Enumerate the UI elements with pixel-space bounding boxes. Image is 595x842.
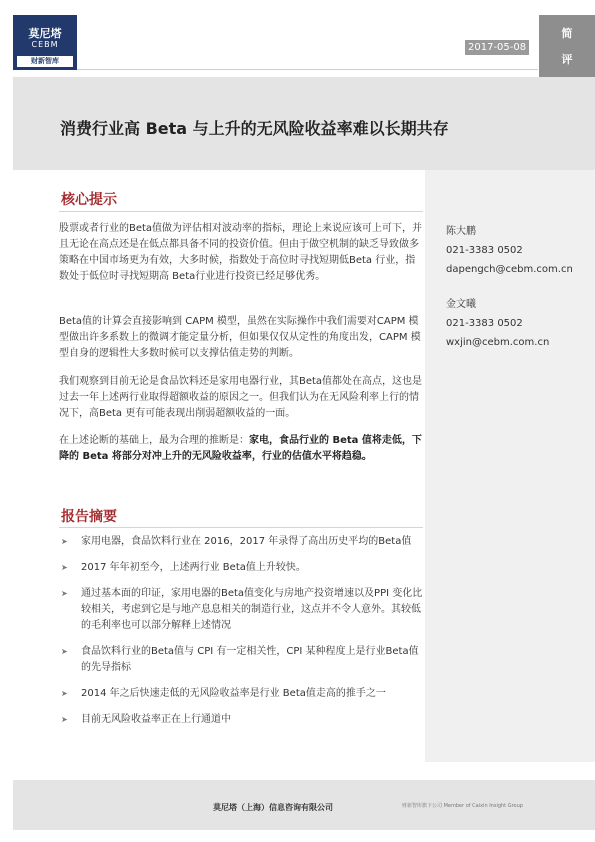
analyst-name: 陈大鹏 [446,226,476,237]
analyst-email[interactable]: dapengch@cebm.com.cn [446,264,573,275]
footer-member-note: 财新智库旗下公司 Member of Caixin Insight Group [402,803,523,809]
bullet-arrow-icon: ➤ [61,589,68,598]
core-paragraph-2: Beta值的计算会直接影响到 CAPM 模型，虽然在实际操作中我们需要对CAPM 模型做出许多系数上的微调才能定量分析，但如果仅仅从定性的角度出发，CAPM 模型自身的逻辑性大多数时候可以支撑估值走势的判断。 [59,316,421,359]
summary-item-text: 2017 年年初至今，上述两行业 Beta值上升较快。 [81,562,306,573]
summary-item [59,560,423,576]
analyst-phone: 021-3383 0502 [446,318,523,329]
bullet-arrow-icon: ➤ [61,537,68,546]
doc-type-char-1: 简 [561,27,573,40]
bullet-arrow-icon: ➤ [61,647,68,656]
summary-item [59,644,423,676]
logo-badge: 财新智库 [17,56,73,67]
summary-item-text: 目前无风险收益率正在上行通道中 [81,714,231,725]
analyst-contact-2 [446,295,549,352]
summary-item [59,534,423,550]
summary-item-text: 食品饮料行业的Beta值与 CPI 有一定相关性，CPI 某种程度上是行业Beta值的先导指标 [81,646,419,673]
summary-list [59,534,423,738]
summary-item-text: 通过基本面的印证，家用电器的Beta值变化与房地产投资增速以及PPI 变化比较相关，考虑到它是与地产息息相关的制造行业，这点并不令人意外。其较低的毛利率也可以部分解释上述情况 [81,588,423,631]
core-paragraph-3: 我们观察到目前无论是食品饮料还是家用电器行业，其Beta值都处在高点，这也是过去一年上述两行业取得超额收益的原因之一。但我们认为在无风险利率上行的情况下，高Beta 更有可能表现出削弱超额收益的一面。 [59,376,423,419]
company-logo [13,15,77,70]
summary-item [59,686,423,702]
report-title: 消费行业高 Beta 与上升的无风险收益率难以长期共存 [60,119,449,138]
bullet-arrow-icon: ➤ [61,715,68,724]
summary-item [59,586,423,634]
summary-item-text: 家用电器，食品饮料行业在 2016，2017 年录得了高出历史平均的Beta值 [81,536,412,547]
logo-english-name: CEBM [31,40,59,49]
analyst-contact-1 [446,222,573,279]
analyst-phone: 021-3383 0502 [446,245,523,256]
core-paragraph-1: 股票或者行业的Beta值做为评估相对波动率的指标，理论上来说应该可上可下，并且无论在高点还是在低点都具备不同的投资价值。但由于做空机制的缺乏导致做多策略在中国市场更为有效，大多时候，指数处于高位时寻找短期低Beta 行业，指数处于低位时寻找短期高 Beta行业进行投资已经足够优秀。 [59,223,423,282]
analyst-email[interactable]: wxjin@cebm.com.cn [446,337,550,348]
bullet-arrow-icon: ➤ [61,689,68,698]
doc-type-char-2: 评 [561,53,573,66]
analyst-name: 金文曦 [446,299,476,310]
core-conclusion: 家电，食品行业的 Beta 值将走低，下降的 Beta 将部分对冲上升的无风险收益率，行业的估值水平将趋稳。 [59,435,422,462]
logo-chinese-name: 莫尼塔 [28,27,62,40]
header-divider [77,69,538,70]
footer-company: 莫尼塔（上海）信息咨询有限公司 [213,803,333,812]
core-heading-rule [59,211,423,212]
report-date: 2017-05-08 [465,40,529,55]
summary-heading: 报告摘要 [61,509,117,525]
doc-type-tab [539,15,595,77]
summary-heading-rule [59,527,423,528]
summary-item [59,712,423,728]
core-heading: 核心提示 [61,192,117,208]
core-paragraph-4 [59,433,423,465]
summary-item-text: 2014 年之后快速走低的无风险收益率是行业 Beta值走高的推手之一 [81,688,386,699]
core-paragraph-4-lead: 在上述论断的基础上，最为合理的推断是： [59,435,249,446]
bullet-arrow-icon: ➤ [61,563,68,572]
